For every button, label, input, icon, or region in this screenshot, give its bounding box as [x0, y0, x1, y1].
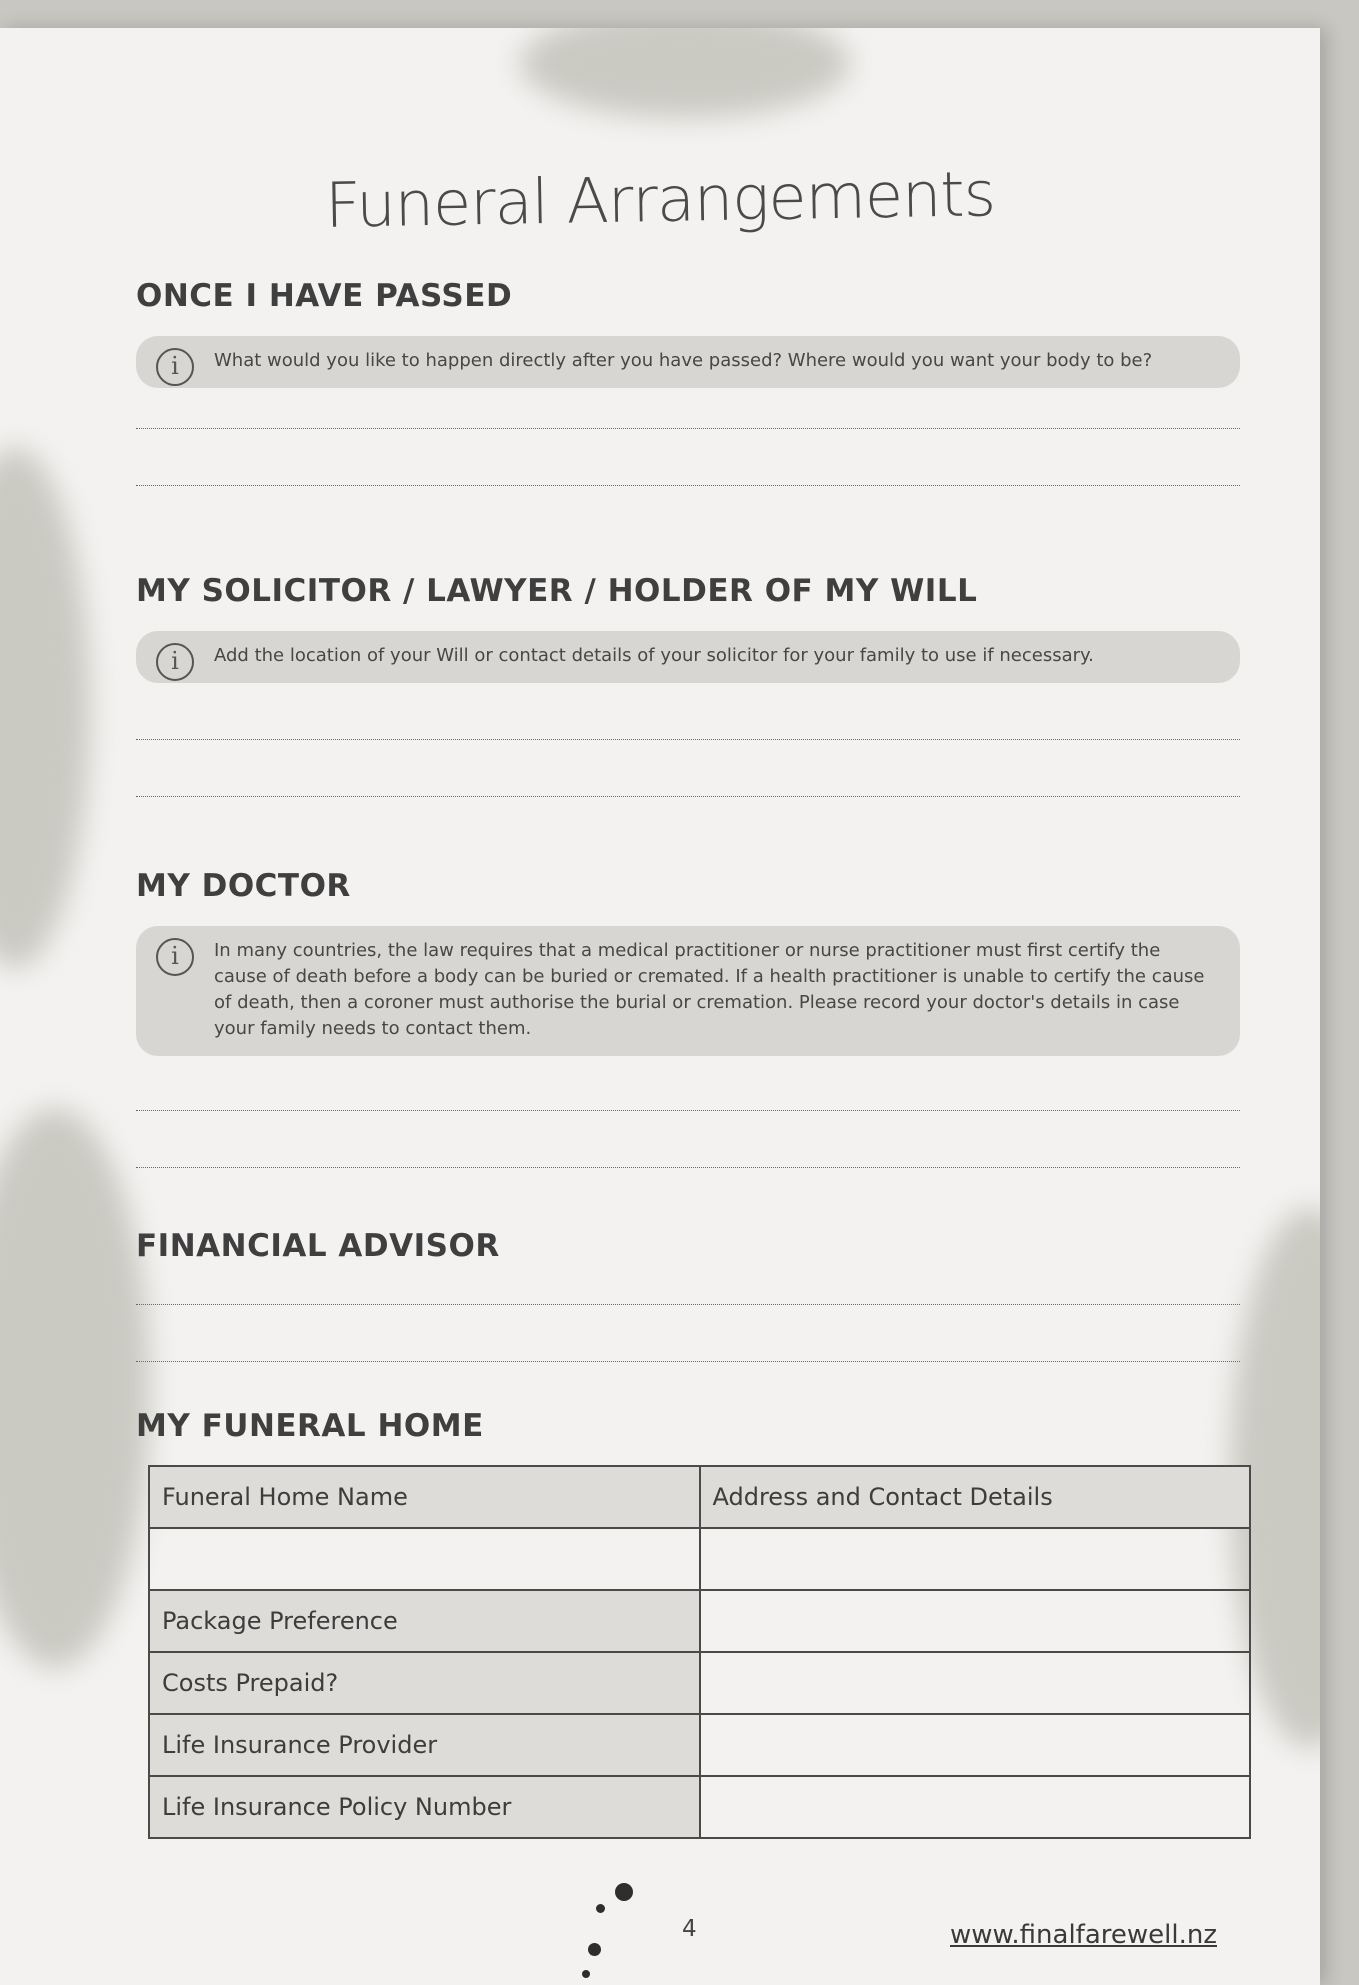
- write-line[interactable]: [136, 1304, 1240, 1305]
- ink-dot: [582, 1970, 590, 1978]
- write-line[interactable]: [136, 1167, 1240, 1168]
- section-heading: MY FUNERAL HOME: [136, 1408, 484, 1444]
- table-label-cell: Package Preference: [149, 1590, 700, 1652]
- footer-link[interactable]: www.finalfarewell.nz: [950, 1920, 1217, 1950]
- table-row: [149, 1528, 1250, 1590]
- ink-dot: [588, 1943, 601, 1956]
- watercolor-stain: [0, 448, 90, 968]
- info-box: [136, 926, 1240, 1056]
- table-cell[interactable]: [700, 1776, 1251, 1838]
- section-heading: FINANCIAL ADVISOR: [136, 1228, 500, 1264]
- section-solicitor: [136, 573, 1240, 797]
- write-line[interactable]: [136, 1110, 1240, 1111]
- section-heading: ONCE I HAVE PASSED: [136, 278, 513, 314]
- table-label-cell: Life Insurance Provider: [149, 1714, 700, 1776]
- table-cell[interactable]: [700, 1590, 1251, 1652]
- table-cell[interactable]: [700, 1714, 1251, 1776]
- section-heading: MY SOLICITOR / LAWYER / HOLDER OF MY WILL: [136, 573, 978, 609]
- table-label-cell: Life Insurance Policy Number: [149, 1776, 700, 1838]
- section-my-doctor: [136, 868, 1240, 1168]
- table-row: [149, 1776, 1250, 1838]
- funeral-home-table: [148, 1465, 1251, 1839]
- watercolor-stain: [520, 28, 850, 118]
- write-line[interactable]: [136, 796, 1240, 797]
- document-page: [0, 28, 1320, 1985]
- info-box: [136, 631, 1240, 683]
- page-number: 4: [682, 1916, 697, 1942]
- info-circle-icon: i: [156, 938, 194, 976]
- table-row: [149, 1652, 1250, 1714]
- table-row: [149, 1590, 1250, 1652]
- watercolor-stain: [0, 1108, 150, 1668]
- write-line[interactable]: [136, 1361, 1240, 1362]
- section-once-i-have-passed: [136, 278, 1240, 486]
- section-heading: MY DOCTOR: [136, 868, 351, 904]
- table-row: [149, 1714, 1250, 1776]
- info-text: What would you like to happen directly after you have passed? Where would you want your body to be?: [214, 350, 1153, 371]
- write-line[interactable]: [136, 428, 1240, 429]
- table-header-cell: Funeral Home Name: [149, 1466, 700, 1528]
- info-circle-icon: i: [156, 348, 194, 386]
- table-header-cell: Address and Contact Details: [700, 1466, 1251, 1528]
- section-financial-advisor: [136, 1228, 1240, 1362]
- ink-dot: [596, 1904, 605, 1913]
- info-circle-icon: i: [156, 643, 194, 681]
- table-label-cell: Costs Prepaid?: [149, 1652, 700, 1714]
- page-title: Funeral Arrangements: [324, 157, 996, 242]
- write-line[interactable]: [136, 485, 1240, 486]
- ink-dot: [615, 1883, 633, 1901]
- info-text: In many countries, the law requires that a medical practitioner or nurse practitioner must first certify the cause of death before a body can be buried or cremated. If a health practitioner is unable to certify the cause of death, then a coroner must authorise the burial or cremation. Please record your doctor's details in case your family needs to contact them.: [214, 940, 1205, 1039]
- table-cell[interactable]: [700, 1528, 1251, 1590]
- write-line[interactable]: [136, 739, 1240, 740]
- table-cell[interactable]: [149, 1528, 700, 1590]
- info-text: Add the location of your Will or contact details of your solicitor for your family to use if necessary.: [214, 645, 1094, 666]
- info-box: [136, 336, 1240, 388]
- table-row: [149, 1466, 1250, 1528]
- section-funeral-home: [136, 1408, 1240, 1444]
- table-cell[interactable]: [700, 1652, 1251, 1714]
